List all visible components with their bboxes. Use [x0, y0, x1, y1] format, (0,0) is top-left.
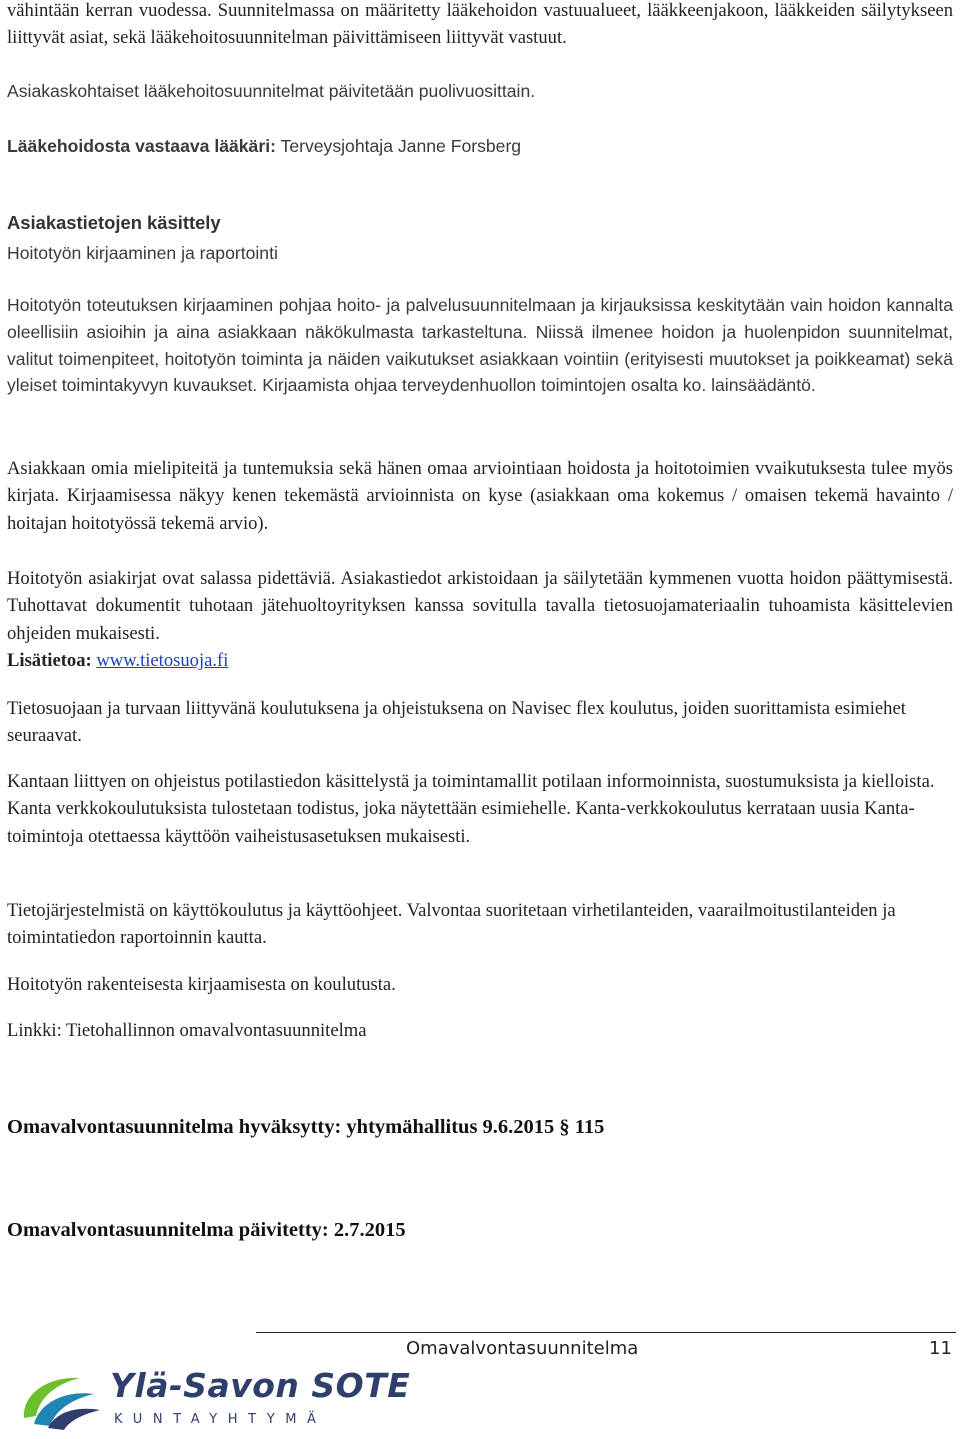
paragraph-medication-responsibilities: vähintään kerran vuodessa. Suunnitelmassa on määritetty lääkehoidon vastuualueet, lääkkeenjakoon, lääkkeiden säilytykseen liittyvät asiat, sekä lääkehoitosuunnitelman päivittämiseen liittyvät vastuut. [7, 0, 953, 49]
paragraph-documentation: Hoitotyön toteutuksen kirjaaminen pohjaa hoito- ja palvelusuunnitelmaan ja kirjauksissa keskitytään vain hoidon kannalta oleellisiin asioihin ja aina asiakkaan näkökulmasta tarkasteltuna. Niissä ilmenee hoidon ja huolenpidon suunnitelmat, valitut toimenpiteet, hoitotyön toiminta ja näiden vaikutukset asiakkaan vointiin (erityisesti muutokset ja poikkeamat) sekä yleiset toimintakyvyn kuvaukset. Kirjaamista ohjaa terveydenhuollon toimintojen osalta ko. lainsäädäntö. [7, 295, 953, 396]
logo-subtitle: KUNTAYHTYMÄ [114, 1412, 327, 1427]
paragraph-structured-documentation: Hoitotyön rakenteisesta kirjaamisesta on koulutusta. [7, 974, 396, 995]
paragraph-responsible-doctor [7, 133, 953, 160]
paragraph-medication-plan-update: Asiakaskohtaiset lääkehoitosuunnitelmat päivitetään puolivuosittain. [7, 81, 536, 101]
footer-title: Omavalvontasuunnitelma [406, 1338, 639, 1359]
paragraph-confidentiality: Hoitotyön asiakirjat ovat salassa pidettäviä. Asiakastiedot arkistoidaan ja säilytetään kymmenen vuotta hoidon päättymisestä. Tuhottavat dokumentit tuhotaan jätehuoltoyrityksen kanssa sovitulla tavalla tietosuojamateriaalin tuhoamista käsittelevien ohjeiden mukaisesti. [7, 568, 953, 644]
responsible-doctor-label: Lääkehoidosta vastaava lääkäri: [7, 136, 276, 156]
paragraph-client-opinions: Asiakkaan omia mielipiteitä ja tuntemuksia sekä hänen omaa arviointiaan hoidosta ja hoitotoimien vvaikutuksesta tulee myös kirjata. Kirjaamisessa näkyy kenen tekemästä arvioinnista on kyse (asiakkaan oma kokemus / omaisen tekemä havainto / hoitajan hoitotyössä tekemä arvio). [7, 458, 953, 534]
footer-divider [256, 1332, 956, 1333]
paragraph-confidentiality-block [7, 565, 953, 674]
paragraph-it-link: Linkki: Tietohallinnon omavalvontasuunnitelma [7, 1020, 367, 1041]
paragraph-privacy-training: Tietosuojaan ja turvaan liittyvänä koulutuksena ja ohjeistuksena on Navisec flex koulutus, joiden suorittamista esimiehet seuraavat. [7, 698, 906, 747]
organization-logo [18, 1364, 411, 1434]
footer-page-number: 11 [929, 1338, 952, 1359]
more-info-line [7, 647, 953, 674]
logo-name: Ylä-Savon SOTE [110, 1366, 411, 1405]
ylasavon-sote-logo-icon [18, 1364, 110, 1434]
paragraph-information-systems: Tietojärjestelmistä on käyttökoulutus ja käyttöohjeet. Valvontaa suoritetaan virhetilanteiden, vaarailmoitustilanteiden ja toimintatiedon raportoinnin kautta. [7, 900, 896, 949]
responsible-doctor-value: Terveysjohtaja Janne Forsberg [275, 136, 522, 156]
more-info-label: Lisätietoa: [7, 649, 92, 671]
update-statement: Omavalvontasuunnitelma päivitetty: 2.7.2015 [7, 1219, 406, 1241]
tietosuoja-link[interactable]: www.tietosuoja.fi [96, 649, 229, 671]
section-subheading: Hoitotyön kirjaaminen ja raportointi [7, 243, 278, 263]
approval-statement: Omavalvontasuunnitelma hyväksytty: yhtymähallitus 9.6.2015 § 115 [7, 1116, 605, 1138]
section-heading: Asiakastietojen käsittely [7, 212, 221, 233]
paragraph-kanta-guidance: Kantaan liittyen on ohjeistus potilastiedon käsittelystä ja toimintamallit potilaan informoinnista, suostumuksista ja kielloista. Kanta verkkokoulutuksista tulostetaan todistus, joka näytettään esimiehelle. Kanta-verkkokoulutus kerrataan uusia Kanta-toimintoja otettaessa käyttöön vaiheistusasetuksen mukaisesti. [7, 771, 935, 847]
